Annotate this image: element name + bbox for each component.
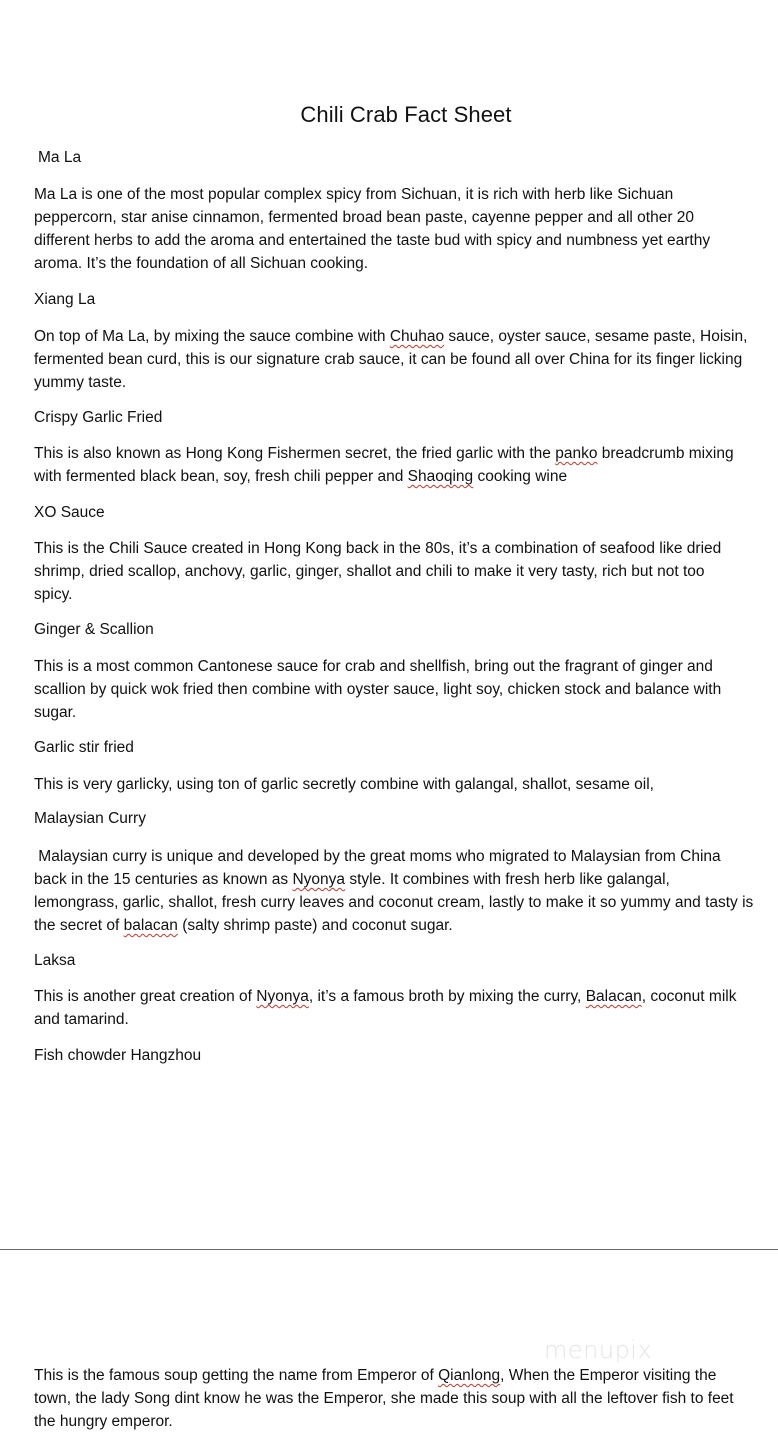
- section-heading-garlic-stir-fried: Garlic stir fried: [34, 739, 134, 756]
- section-heading-xiang-la: Xiang La: [34, 291, 96, 308]
- spellcheck-word: Balacan: [585, 988, 642, 1005]
- body-line: lemongrass, garlic, shallot, fresh curry leaves and coconut cream, lastly to make it so yummy and tasty is: [34, 894, 754, 911]
- body-line: the hungry emperor.: [34, 1413, 173, 1430]
- section-body-crispy-garlic-fried: [34, 442, 778, 488]
- section-heading-xo-sauce: XO Sauce: [34, 504, 105, 521]
- body-line: This is also known as Hong Kong Fishermen secret, the fried garlic with the panko breadcrumb mixing: [34, 445, 734, 462]
- body-line: sugar.: [34, 704, 77, 721]
- watermark: menupix: [544, 1336, 653, 1364]
- section-body-malaysian-curry: [34, 845, 778, 937]
- section-heading-ginger-scallion: Ginger & Scallion: [34, 621, 154, 638]
- body-line: aroma. It’s the foundation of all Sichuan cooking.: [34, 255, 369, 272]
- section-body-xiang-la: [34, 325, 778, 394]
- section-heading-crispy-garlic-fried: Crispy Garlic Fried: [34, 409, 163, 426]
- section-heading-malaysian-curry: Malaysian Curry: [34, 810, 146, 827]
- body-line: This is a most common Cantonese sauce for crab and shellfish, bring out the fragrant of ginger and: [34, 658, 713, 675]
- body-line: with fermented black bean, soy, fresh chili pepper and Shaoqing cooking wine: [34, 468, 568, 485]
- body-line: This is very garlicky, using ton of garlic secretly combine with galangal, shallot, sesame oil,: [34, 776, 654, 793]
- spellcheck-word: panko: [555, 445, 598, 462]
- body-line: This is the famous soup getting the name from Emperor of Qianlong, When the Emperor visiting the: [34, 1367, 717, 1384]
- section-body-laksa: [34, 985, 778, 1031]
- body-line: different herbs to add the aroma and entertained the taste bud with spicy and numbness yet earthy: [34, 232, 711, 249]
- spellcheck-word: Chuhao: [389, 328, 445, 345]
- section-body-ma-la: [34, 183, 778, 275]
- body-line: spicy.: [34, 586, 73, 603]
- body-line: Malaysian curry is unique and developed by the great moms who migrated to Malaysian from China: [34, 848, 721, 865]
- body-line: Ma La is one of the most popular complex spicy from Sichuan, it is rich with herb like Sichuan: [34, 186, 674, 203]
- spellcheck-word: balacan: [123, 917, 178, 934]
- body-line: This is another great creation of Nyonya, it’s a famous broth by mixing the curry, Balacan, coconut milk: [34, 988, 737, 1005]
- spellcheck-word: Nyonya: [292, 871, 346, 888]
- spellcheck-word: Qianlong: [438, 1367, 501, 1384]
- body-line: scallion by quick wok fried then combine with oyster sauce, light soy, chicken stock and balance with: [34, 681, 722, 698]
- section-body-xo-sauce: [34, 537, 778, 606]
- body-line: On top of Ma La, by mixing the sauce combine with Chuhao sauce, oyster sauce, sesame paste, Hoisin,: [34, 328, 748, 345]
- page-title: Chili Crab Fact Sheet: [300, 102, 512, 127]
- body-line: This is the Chili Sauce created in Hong Kong back in the 80s, it’s a combination of seafood like dried: [34, 540, 722, 557]
- section-heading-fish-chowder-hangzhou: Fish chowder Hangzhou: [34, 1047, 202, 1064]
- body-line: town, the lady Song dint know he was the Emperor, she made this soup with all the leftover fish to feet: [34, 1390, 734, 1407]
- spellcheck-word: Nyonya: [256, 988, 309, 1005]
- body-line: peppercorn, star anise cinnamon, fermented broad bean paste, cayenne pepper and all other 20: [34, 209, 695, 226]
- body-line: fermented bean curd, this is our signature crab sauce, it can be found all over China for its finger licking: [34, 351, 743, 368]
- body-line: shrimp, dried scallop, anchovy, garlic, ginger, shallot and chili to make it very tasty, rich but not too: [34, 563, 705, 580]
- body-line: yummy taste.: [34, 374, 127, 391]
- body-line: and tamarind.: [34, 1011, 129, 1028]
- section-body-ginger-scallion: [34, 655, 778, 724]
- spellcheck-word: Shaoqing: [407, 468, 474, 485]
- body-line: back in the 15 centuries as known as Nyonya style. It combines with fresh herb like galangal,: [34, 871, 670, 888]
- body-line: the secret of balacan (salty shrimp paste) and coconut sugar.: [34, 917, 453, 934]
- section-heading-laksa: Laksa: [34, 952, 76, 969]
- section-body-fish-chowder-hangzhou: [34, 1364, 778, 1433]
- section-heading-ma-la: Ma La: [38, 149, 82, 166]
- page-break-divider: [0, 1249, 778, 1250]
- section-body-garlic-stir-fried: [34, 773, 778, 796]
